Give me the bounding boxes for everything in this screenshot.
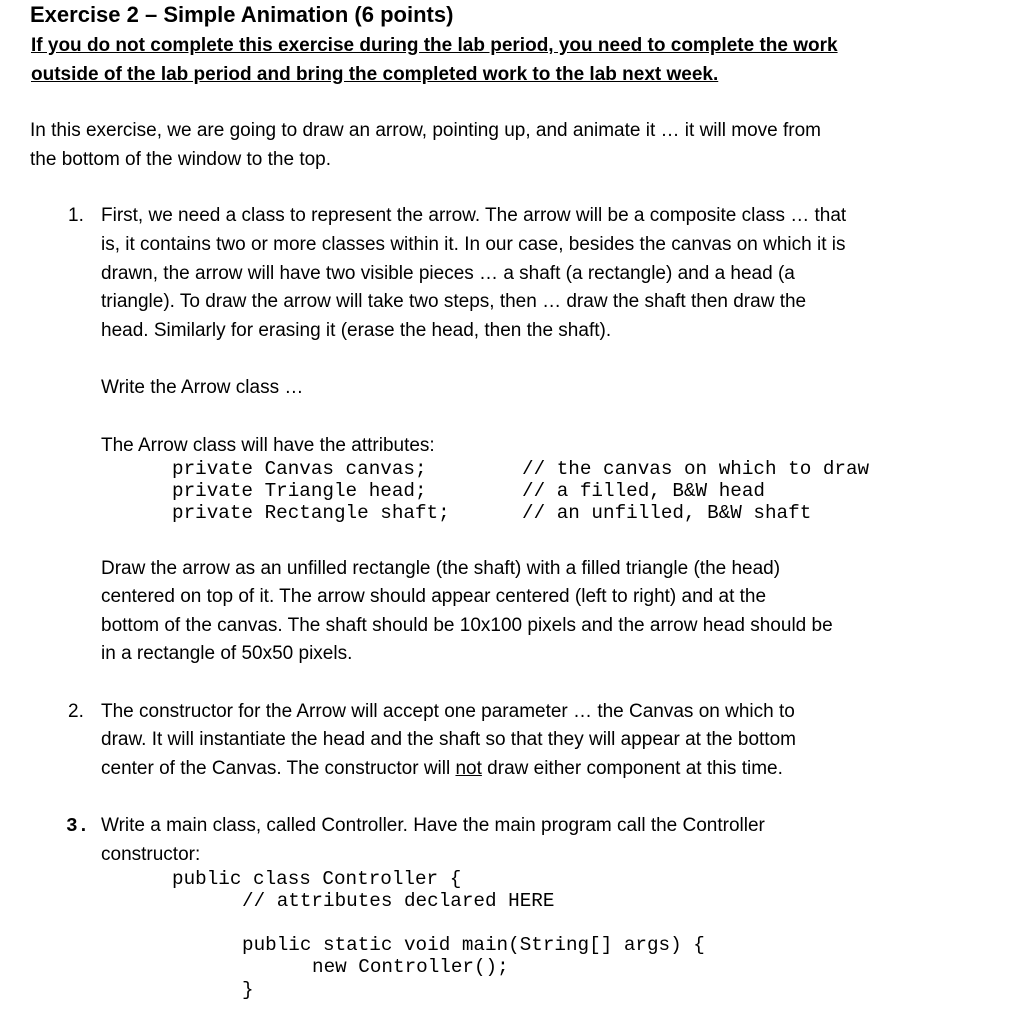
item2-line bbox=[101, 758, 783, 780]
item3-line: constructor: bbox=[101, 844, 201, 865]
draw-line: bottom of the canvas. The shaft should be 10x100 pixels and the arrow head should be bbox=[101, 615, 833, 636]
code-line: private Triangle head; bbox=[172, 480, 427, 502]
item1-line: is, it contains two or more classes within it. In our case, besides the canvas on which it is bbox=[101, 234, 846, 255]
code-comment: // an unfilled, B&W shaft bbox=[522, 502, 812, 524]
draw-line: in a rectangle of 50x50 pixels. bbox=[101, 643, 353, 664]
item1-line: head. Similarly for erasing it (erase the head, then the shaft). bbox=[101, 320, 612, 341]
notice-line: If you do not complete this exercise during the lab period, you need to complete the work bbox=[31, 35, 838, 56]
write-arrow-class: Write the Arrow class … bbox=[101, 377, 304, 398]
attributes-intro: The Arrow class will have the attributes: bbox=[101, 435, 435, 456]
text: draw either component at this time. bbox=[481, 758, 783, 779]
code-comment: // a filled, B&W head bbox=[522, 480, 765, 502]
item-number: 1. bbox=[68, 205, 84, 226]
code-line: public class Controller { bbox=[172, 868, 462, 890]
notice-line: outside of the lab period and bring the completed work to the lab next week. bbox=[31, 64, 719, 85]
item2-line: draw. It will instantiate the head and the shaft so that they will appear at the bottom bbox=[101, 729, 796, 750]
item-number: 2. bbox=[68, 701, 84, 722]
item1-line: triangle). To draw the arrow will take two steps, then … draw the shaft then draw the bbox=[101, 291, 807, 312]
underlined-not: not bbox=[455, 758, 482, 779]
item3-line: Write a main class, called Controller. Have the main program call the Controller bbox=[101, 815, 765, 836]
item2-line: The constructor for the Arrow will accept one parameter … the Canvas on which to bbox=[101, 701, 795, 722]
code-comment: // the canvas on which to draw bbox=[522, 458, 870, 480]
text: center of the Canvas. The constructor will bbox=[101, 758, 456, 779]
code-line: public static void main(String[] args) { bbox=[242, 934, 705, 956]
item1-line: First, we need a class to represent the arrow. The arrow will be a composite class … that bbox=[101, 205, 847, 226]
draw-line: centered on top of it. The arrow should appear centered (left to right) and at the bbox=[101, 586, 767, 607]
item1-line: drawn, the arrow will have two visible pieces … a shaft (a rectangle) and a head (a bbox=[101, 263, 795, 284]
code-line: } bbox=[242, 979, 254, 1001]
code-line: // attributes declared HERE bbox=[242, 890, 555, 912]
item-number: 3. bbox=[66, 815, 90, 837]
exercise-title: Exercise 2 – Simple Animation (6 points) bbox=[30, 2, 454, 27]
intro-line: In this exercise, we are going to draw an arrow, pointing up, and animate it … it will move from bbox=[30, 120, 821, 141]
code-line: private Rectangle shaft; bbox=[172, 502, 450, 524]
code-line: new Controller(); bbox=[312, 956, 509, 978]
code-line: private Canvas canvas; bbox=[172, 458, 427, 480]
intro-line: the bottom of the window to the top. bbox=[30, 149, 332, 170]
draw-line: Draw the arrow as an unfilled rectangle (the shaft) with a filled triangle (the head) bbox=[101, 558, 781, 579]
